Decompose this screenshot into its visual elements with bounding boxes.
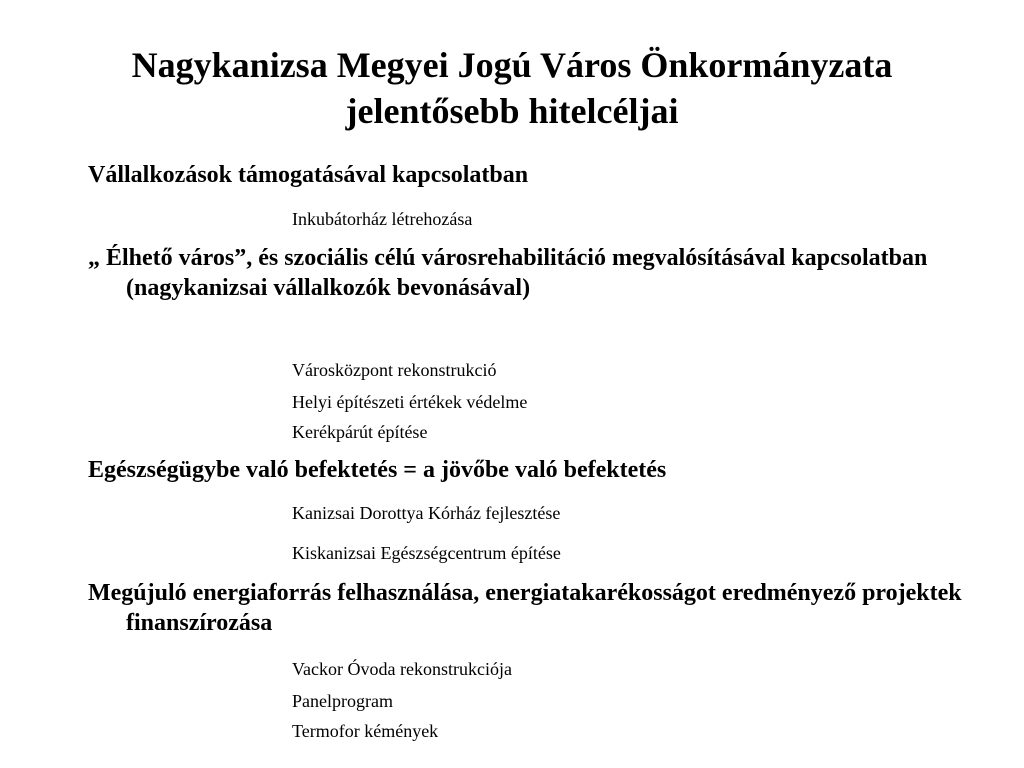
subitem-panel-program: Panelprogram [292,691,393,711]
subitem-incubator-house: Inkubátorház létrehozása [292,209,473,229]
slide-title [40,42,984,134]
slide-title-line-2: jelentősebb hitelcéljai [345,91,679,131]
subitem-kindergarten-reconstruction: Vackor Óvoda rekonstrukciója [292,659,512,679]
slide-title-line-1: Nagykanizsa Megyei Jogú Város Önkormányzata [131,45,893,85]
subitem-local-architecture-protection: Helyi építészeti értékek védelme [292,392,528,412]
section-heading-renewable-energy: Megújuló energiaforrás felhasználása, energiatakarékosságot eredményező projektek finanszírozása [88,580,962,636]
subitem-termofor-chimneys: Termofor kémények [292,721,439,741]
section-heading-business-support: Vállalkozások támogatásával kapcsolatban [88,162,529,188]
subitem-city-center-reconstruction: Városközpont rekonstrukció [292,360,497,380]
section-heading-healthcare-investment: Egészségügybe való befektetés = a jövőbe való befektetés [88,457,667,483]
subitem-health-center-construction: Kiskanizsai Egészségcentrum építése [292,543,561,563]
subitem-bike-path-construction: Kerékpárút építése [292,422,428,442]
subitem-hospital-development: Kanizsai Dorottya Kórház fejlesztése [292,503,561,523]
section-heading-livable-city: „ Élhető város”, és szociális célú városrehabilitáció megvalósításával kapcsolatban (nagykanizsai vállalkozók bevonásával) [88,245,928,301]
